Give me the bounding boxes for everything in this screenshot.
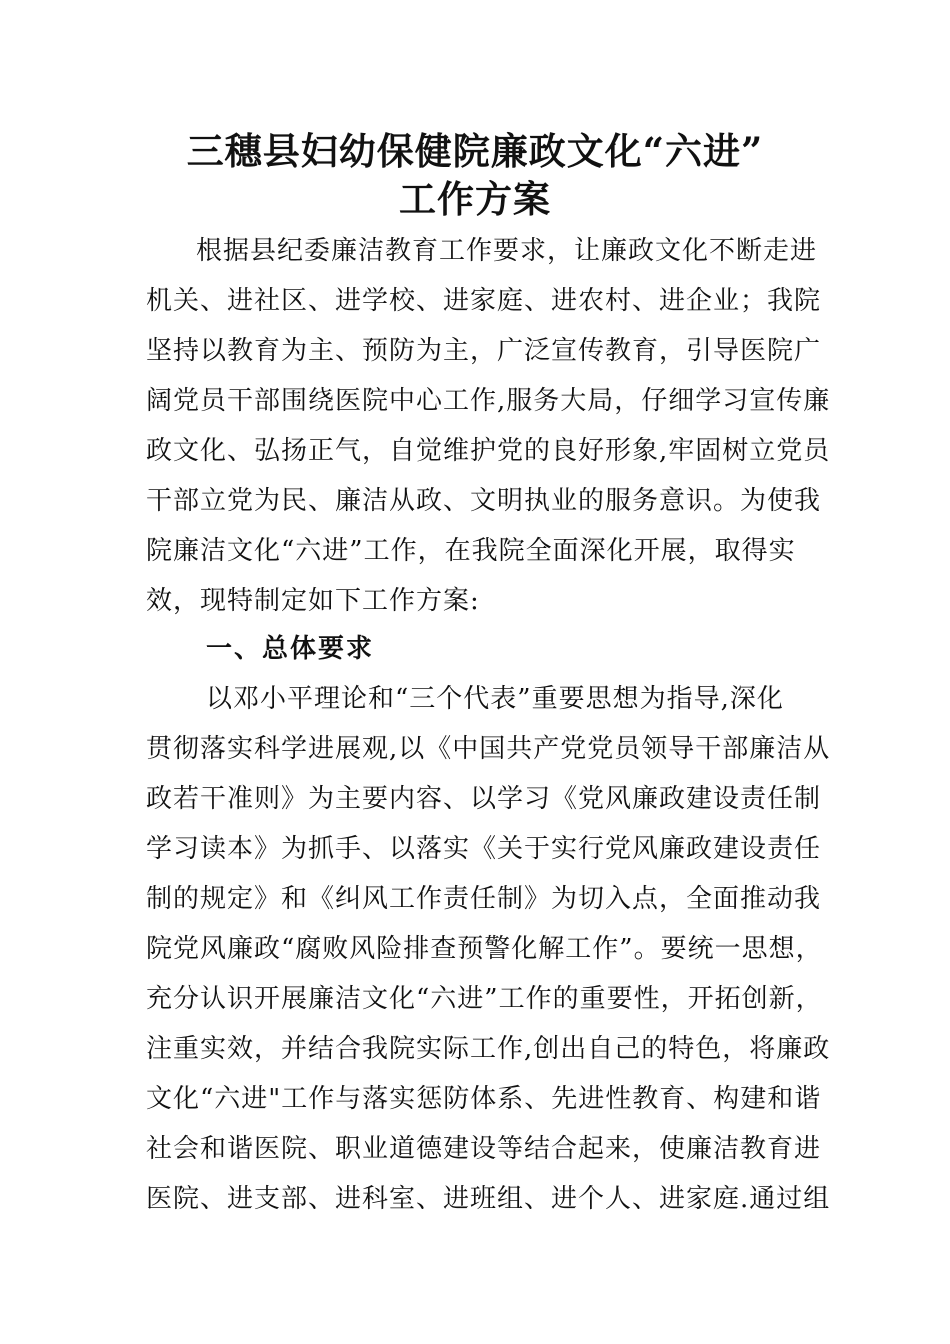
paragraph-line: 学习读本》为抓手、以落实《关于实行党风廉政建设责任 [146, 834, 822, 864]
paragraph-line: 以邓小平理论和“三个代表”重要思想为指导,深化 [206, 684, 784, 714]
paragraph-line: 文化“六进"工作与落实惩防体系、先进性教育、构建和谐 [146, 1084, 822, 1114]
paragraph-line: 院党风廉政“腐败风险排查预警化解工作”。要统一思想， [146, 934, 823, 964]
paragraph-line: 机关、进社区、进学校、进家庭、进农村、进企业；我院 [146, 286, 822, 316]
paragraph-line: 医院、进支部、进科室、进班组、进个人、进家庭.通过组 [146, 1184, 831, 1214]
section-heading: 一、总体要求 [206, 634, 375, 664]
paragraph-line: 政文化、弘扬正气，自觉维护党的良好形象,牢固树立党员 [146, 436, 831, 466]
paragraph-line: 阔党员干部围绕医院中心工作,服务大局，仔细学习宣传廉 [146, 386, 831, 416]
paragraph-line: 政若干准则》为主要内容、以学习《党风廉政建设责任制 [146, 784, 822, 814]
paragraph-line: 制的规定》和《纠风工作责任制》为切入点，全面推动我 [146, 884, 822, 914]
document-title-line-2: 工作方案 [399, 177, 551, 221]
paragraph-line: 社会和谐医院、职业道德建设等结合起来，使廉洁教育进 [146, 1134, 822, 1164]
paragraph-line: 充分认识开展廉洁文化“六进”工作的重要性，开拓创新， [146, 984, 823, 1014]
paragraph-line: 贯彻落实科学进展观,以《中国共产党党员领导干部廉洁从 [146, 734, 831, 764]
paragraph-line: 干部立党为民、廉洁从政、文明执业的服务意识。为使我 [146, 486, 822, 516]
paragraph-line: 院廉洁文化“六进”工作，在我院全面深化开展，取得实 [146, 536, 796, 566]
paragraph-line: 效，现特制定如下工作方案: [146, 586, 480, 616]
document-title-line-1: 三穗县妇幼保健院廉政文化“六进” [186, 129, 764, 173]
paragraph-line: 注重实效，并结合我院实际工作,创出自己的特色，将廉政 [146, 1034, 831, 1064]
paragraph-line: 根据县纪委廉洁教育工作要求，让廉政文化不断走进 [196, 236, 818, 266]
paragraph-line: 坚持以教育为主、预防为主，广泛宣传教育，引导医院广 [146, 336, 822, 366]
